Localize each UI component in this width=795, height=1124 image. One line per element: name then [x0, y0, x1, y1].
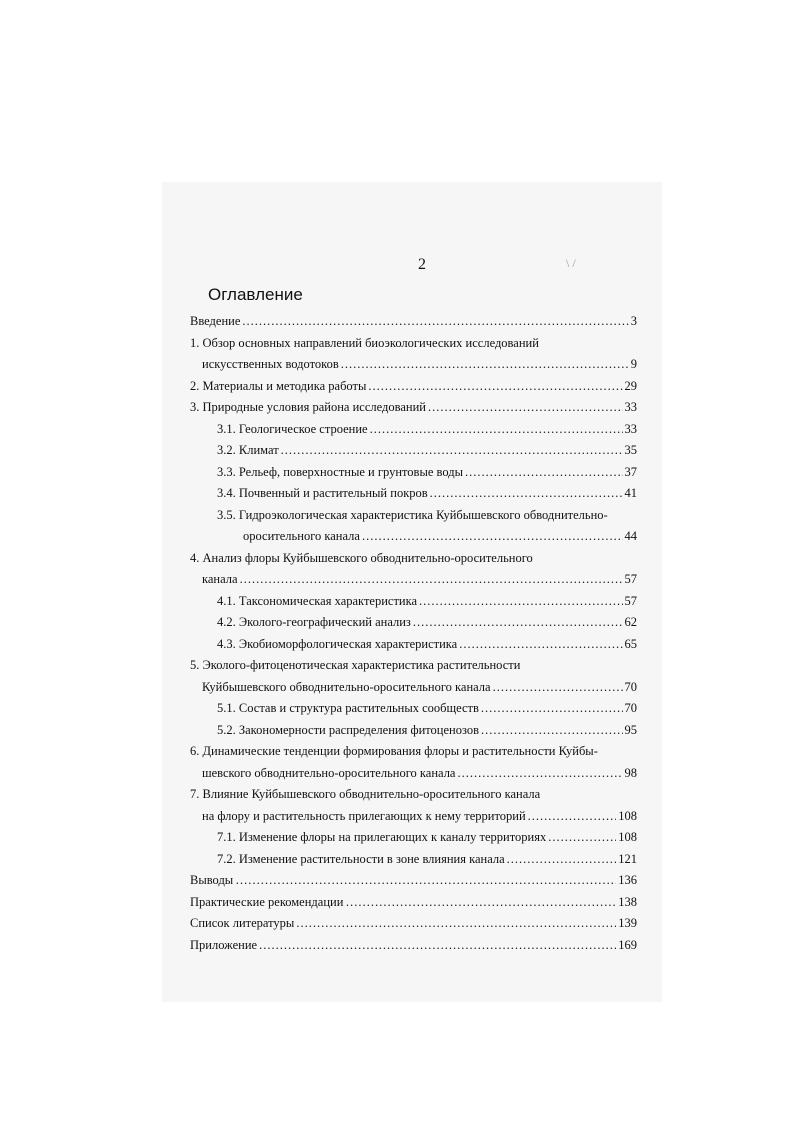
toc-entry-page: 169 [618, 937, 637, 952]
toc-entry-label: 5.1. Состав и структура растительных сообществ [217, 701, 479, 715]
leader-dots [281, 440, 623, 462]
toc-entry-chapter-2[interactable] [190, 376, 637, 398]
leader-dots [242, 311, 628, 333]
toc-entry-chapter-6[interactable] [190, 741, 637, 763]
toc-entry-section-3-4[interactable] [190, 483, 637, 505]
toc-entry-page: 33 [624, 400, 637, 414]
toc-entry-label: 1. Обзор основных направлений биоэкологических исследований [190, 335, 539, 350]
toc-entry-label: 2. Материалы и методика работы [190, 378, 367, 393]
toc-entry-label: 3.2. Климат [217, 443, 279, 457]
toc-entry-page: 3 [630, 314, 637, 328]
toc-entry-page: 70 [624, 701, 637, 715]
toc-entry-label: 4.2. Эколого-географический анализ [217, 615, 411, 629]
leader-dots [362, 526, 623, 548]
toc-entry-page: 121 [618, 851, 637, 866]
toc-entry-section-7-1[interactable] [190, 827, 637, 849]
toc-entry-section-3-5-cont[interactable] [190, 526, 637, 548]
toc-entry-label: 7.1. Изменение флоры на прилегающих к каналу территориях [217, 830, 547, 844]
toc-entry-label: 7.2. Изменение растительности в зоне влияния канала [217, 851, 505, 866]
toc-entry-label: 7. Влияние Куйбышевского обводнительно-оросительного канала [190, 787, 541, 801]
toc-entry-chapter-4-cont[interactable] [190, 569, 637, 591]
toc-entry-section-3-2[interactable] [190, 440, 637, 462]
toc-entry-label: 5.2. Закономерности распределения фитоценозов [217, 722, 480, 737]
toc-entry-page: 139 [618, 916, 637, 930]
toc-entry-page: 98 [624, 765, 637, 780]
leader-dots [341, 354, 629, 376]
toc-entry-label: шевского обводнительно-оросительного канала [202, 765, 456, 780]
leader-dots [481, 720, 622, 742]
toc-entry-label: 3. Природные условия района исследований [190, 400, 426, 414]
toc-entry-section-5-1[interactable] [190, 698, 637, 720]
toc-entry-section-5-2[interactable] [190, 720, 637, 742]
toc-entry-page: 70 [624, 679, 637, 694]
toc-entry-recommendations[interactable] [190, 892, 637, 914]
toc-entry-section-4-2[interactable] [190, 612, 637, 634]
toc-title: Оглавление [208, 285, 303, 304]
toc-entry-chapter-4[interactable] [190, 548, 637, 570]
leader-dots [428, 397, 623, 419]
leader-dots [459, 634, 622, 656]
toc-entry-page: 136 [618, 873, 637, 887]
toc-entry-label: Введение [190, 314, 241, 328]
toc-entry-section-3-5[interactable] [190, 505, 637, 527]
toc-entry-label: Приложение [190, 937, 258, 952]
toc-entry-page: 37 [624, 464, 637, 479]
leader-dots [465, 462, 623, 484]
toc-entry-section-7-2[interactable] [190, 849, 637, 871]
toc-entry-label: Куйбышевского обводнительно-оросительного канала [202, 679, 491, 694]
toc-entry-label: 4.1. Таксономическая характеристика [217, 593, 418, 608]
toc-entry-page: 57 [624, 572, 637, 586]
toc-entry-label: оросительного канала [243, 529, 360, 543]
toc-entry-page: 35 [624, 443, 637, 457]
toc-entry-conclusions[interactable] [190, 870, 637, 892]
leader-dots [296, 913, 616, 935]
toc-entry-section-4-1[interactable] [190, 591, 637, 613]
toc-entry-section-4-3[interactable] [190, 634, 637, 656]
toc-entry-label: 5. Эколого-фитоценотическая характеристика растительности [190, 658, 521, 672]
toc-entry-label: канала [202, 572, 238, 586]
toc-entry-page: 44 [624, 529, 637, 543]
toc-entry-label: Практические рекомендации [190, 894, 344, 909]
toc-entry-section-3-3[interactable] [190, 462, 637, 484]
toc-entry-label: на флору и растительность прилегающих к нему территорий [202, 808, 526, 823]
toc-entry-chapter-7[interactable] [190, 784, 637, 806]
toc-entry-section-3-1[interactable] [190, 419, 637, 441]
leader-dots [240, 569, 623, 591]
leader-dots [457, 763, 622, 785]
toc-entry-page: 9 [630, 357, 637, 371]
toc-entry-page: 62 [624, 615, 637, 629]
toc-entry-page: 65 [624, 636, 637, 651]
leader-dots [493, 677, 623, 699]
toc-entry-label: искусственных водотоков [202, 357, 339, 371]
toc-entry-label: 3.5. Гидроэкологическая характеристика Куйбышевского обводнительно- [217, 507, 608, 522]
toc-entry-chapter-6-cont[interactable] [190, 763, 637, 785]
toc-entry-label: 4.3. Экобиоморфологическая характеристика [217, 636, 458, 651]
toc-entry-page: 57 [624, 593, 637, 608]
toc-entry-page: 95 [624, 722, 637, 737]
leader-dots [507, 849, 617, 871]
toc-entry-label: 3.4. Почвенный и растительный покров [217, 486, 428, 500]
toc-entry-label: 3.3. Рельеф, поверхностные и грунтовые воды [217, 464, 463, 479]
leader-dots [548, 827, 616, 849]
toc-entry-appendix[interactable] [190, 935, 637, 957]
leader-dots [413, 612, 623, 634]
toc-entry-label: Список литературы [190, 916, 295, 930]
toc-entry-chapter-3[interactable] [190, 397, 637, 419]
leader-dots [368, 376, 622, 398]
toc-entry-references[interactable] [190, 913, 637, 935]
leader-dots [235, 870, 616, 892]
leader-dots [430, 483, 623, 505]
leader-dots [419, 591, 622, 613]
toc-entry-chapter-1[interactable] [190, 333, 637, 355]
toc-entry-chapter-7-cont[interactable] [190, 806, 637, 828]
leader-dots [481, 698, 623, 720]
toc-entry-label: 4. Анализ флоры Куйбышевского обводнительно-оросительного [190, 550, 533, 565]
leader-dots [370, 419, 623, 441]
toc-entry-chapter-5-cont[interactable] [190, 677, 637, 699]
leader-dots [345, 892, 616, 914]
toc-entry-label: 6. Динамические тенденции формирования флоры и растительности Куйбы- [190, 744, 598, 758]
scan-mark: \ / [566, 256, 576, 270]
toc-entry-page: 138 [618, 894, 637, 909]
leader-dots [528, 806, 617, 828]
toc-entry-page: 29 [624, 378, 637, 393]
page-number: 2 [418, 256, 426, 273]
toc-entry-page: 33 [624, 421, 637, 436]
toc-entry-introduction[interactable] [190, 311, 637, 333]
toc-entry-page: 41 [624, 486, 637, 500]
toc-entry-label: Выводы [190, 873, 234, 887]
toc-entry-chapter-5[interactable] [190, 655, 637, 677]
toc-entry-chapter-1-cont[interactable] [190, 354, 637, 376]
table-of-contents [190, 311, 637, 956]
leader-dots [259, 935, 616, 957]
toc-entry-page: 108 [618, 808, 637, 823]
toc-entry-page: 108 [618, 830, 637, 844]
toc-entry-label: 3.1. Геологическое строение [217, 421, 368, 436]
